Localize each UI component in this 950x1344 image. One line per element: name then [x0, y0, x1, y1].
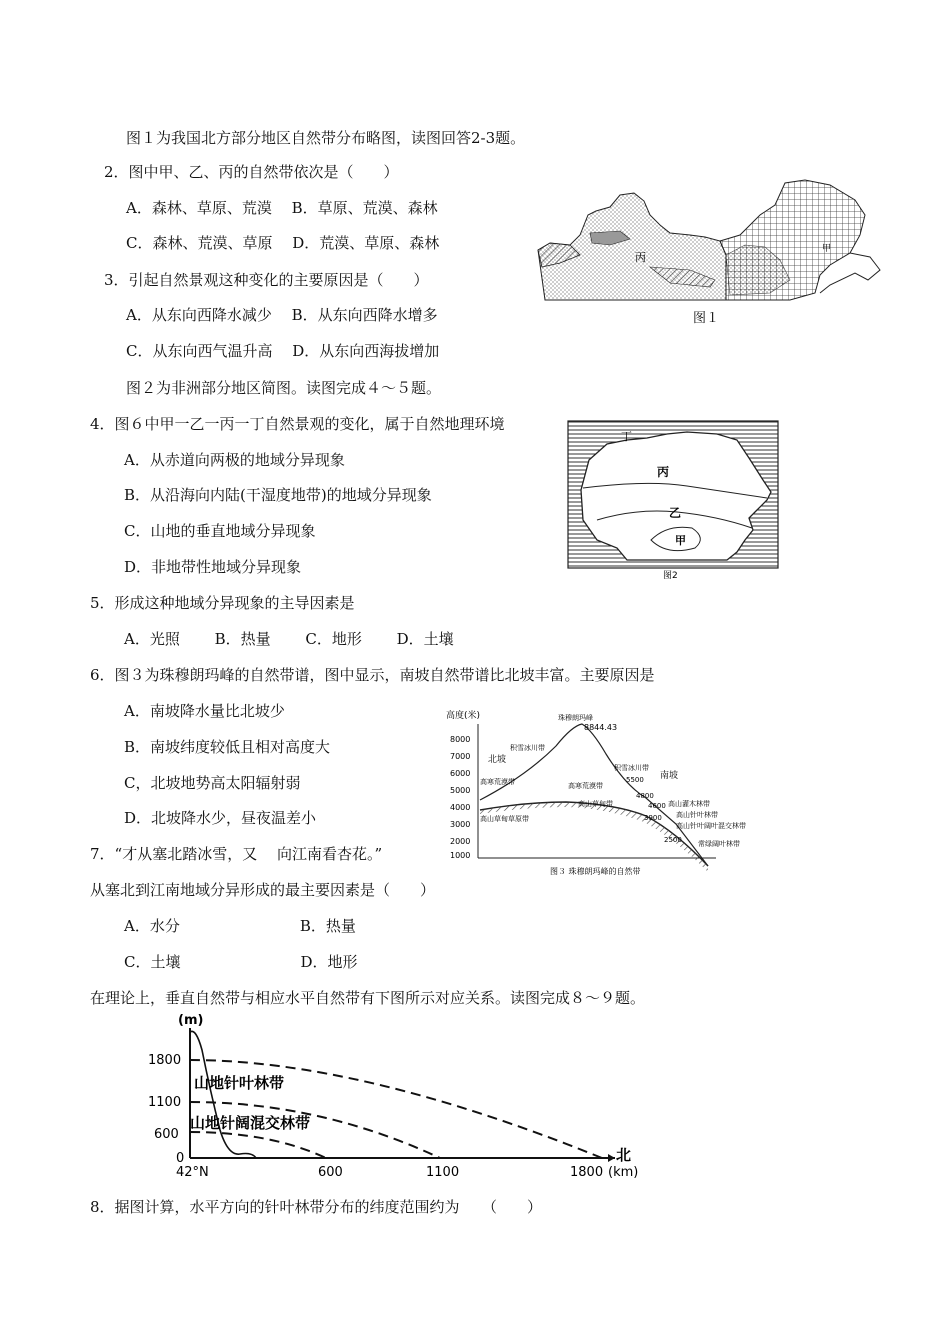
figure-1-map — [530, 175, 885, 305]
q6-option-a[interactable]: A．南坡降水量比北坡少 — [124, 702, 285, 720]
mountain-curve — [190, 1031, 256, 1158]
south-zone-5: 高山针叶林带 — [676, 811, 718, 819]
q6-option-c[interactable]: C，北坡地势高太阳辐射弱 — [124, 774, 301, 792]
ytick-6000: 6000 — [450, 769, 471, 778]
label-ding: 丁 — [621, 430, 632, 443]
intro-fig2: 图２为非洲部分地区简图。读图完成４～５题。 — [126, 379, 442, 397]
q7-options-ab[interactable]: A．水分 B．热量 — [124, 917, 356, 935]
height-4800: 4800 — [636, 792, 654, 800]
south-zone-6: 高山针叶阔叶混交林带 — [676, 822, 746, 830]
height-5500: 5500 — [626, 776, 644, 784]
q2-options-cd[interactable]: C．森林、荒漠、草原 D．荒漠、草原、森林 — [126, 234, 440, 252]
question-5: 5．形成这种地域分异现象的主导因素是 — [90, 594, 355, 612]
north-label: 北 — [616, 1146, 632, 1164]
band-conifer: 山地针叶林带 — [194, 1074, 285, 1092]
south-zone-2: 高寒荒漠带 — [568, 782, 603, 790]
q4-option-c[interactable]: C．山地的垂直地域分异现象 — [124, 522, 316, 540]
q6-option-d[interactable]: D．北坡降水少，昼夜温差小 — [124, 809, 317, 827]
peak-height: 8844.43 — [584, 723, 618, 732]
xtick-1100: 1100 — [426, 1165, 460, 1180]
label-bing: 丙 — [635, 251, 646, 264]
band-mixed: 山地针阔混交林带 — [190, 1114, 311, 1132]
height-4600: 4600 — [648, 802, 666, 810]
ytick-7000: 7000 — [450, 752, 471, 761]
north-zone-1: 积雪冰川带 — [510, 744, 545, 752]
label-jia: 甲 — [675, 534, 686, 547]
y-axis-title: 高度(米) — [446, 711, 481, 721]
ytick-4000: 4000 — [450, 803, 471, 812]
north-slope: 北坡 — [488, 755, 507, 765]
south-zone-3: 高山草甸带 — [578, 800, 613, 808]
ytick-2000: 2000 — [450, 837, 471, 846]
label-jia: 甲 — [822, 244, 832, 254]
figure-2-map — [567, 420, 779, 580]
ytick-3000: 3000 — [450, 820, 471, 829]
q7-options-cd[interactable]: C．土壤 D．地形 — [124, 953, 358, 971]
north-zone-2: 高寒荒漠带 — [480, 778, 515, 786]
y-unit: (m) — [178, 1013, 204, 1028]
ytick-5000: 5000 — [450, 786, 471, 795]
question-7: 7．“才从塞北踏冰雪，又 向江南看杏花。” — [90, 845, 383, 863]
figure-4-chart — [140, 1010, 650, 1180]
q4-option-a[interactable]: A．从赤道向两极的地域分异现象 — [124, 451, 345, 469]
xtick-1800: 1800 — [570, 1165, 604, 1180]
height-2500: 2500 — [664, 836, 682, 844]
question-6: 6．图３为珠穆朗玛峰的自然带谱，图中显示，南坡自然带谱比北坡丰富。主要原因是 — [90, 666, 655, 684]
question-4: 4．图６中甲一乙一丙一丁自然景观的变化，属于自然地理环境 — [90, 415, 505, 433]
south-slope: 南坡 — [660, 771, 679, 781]
label-bing: 丙 — [657, 465, 670, 479]
q6-option-b[interactable]: B．南坡纬度较低且相对高度大 — [124, 738, 331, 756]
ytick-0: 0 — [176, 1151, 185, 1166]
intro-fig4: 在理论上，垂直自然带与相应水平自然带有下图所示对应关系。读图完成８～９题。 — [90, 989, 646, 1007]
question-3: 3．引起自然景观这种变化的主要原因是（ ） — [104, 271, 429, 289]
mountain-base — [480, 802, 708, 866]
intro-fig1: 图１为我国北方部分地区自然带分布略图，读图回答2-3题。 — [126, 129, 526, 147]
q3-options-cd[interactable]: C．从东向西气温升高 D．从东向西海拔增加 — [126, 342, 440, 360]
ytick-1100: 1100 — [148, 1095, 182, 1110]
south-zone-4: 高山灌木林带 — [668, 800, 710, 808]
height-3900: 3900 — [644, 814, 662, 822]
question-2: 2．图中甲、乙、丙的自然带依次是（ ） — [104, 163, 399, 181]
xtick-42n: 42°N — [176, 1165, 209, 1180]
figure-1-caption: 图１ — [693, 311, 720, 326]
boundary-600 — [190, 1132, 326, 1158]
ytick-1800: 1800 — [148, 1053, 182, 1068]
ytick-8000: 8000 — [450, 735, 471, 744]
q5-options[interactable]: A．光照 B．热量 C．地形 D．土壤 — [124, 630, 454, 648]
figure-2-caption: 图2 — [663, 571, 678, 580]
q2-options-ab[interactable]: A．森林、草原、荒漠 B．草原、荒漠、森林 — [126, 199, 438, 217]
north-zone-3: 高山草甸草原带 — [480, 815, 529, 823]
south-zone-7: 常绿阔叶林带 — [698, 840, 740, 848]
ytick-1000: 1000 — [450, 851, 471, 860]
south-zone-1: 积雪冰川带 — [614, 764, 649, 772]
xtick-600: 600 — [318, 1165, 343, 1180]
q4-option-b[interactable]: B．从沿海向内陆(干湿度地带)的地域分异现象 — [124, 486, 432, 504]
peak-name: 珠穆朗玛峰 — [558, 714, 593, 722]
x-unit: (km) — [608, 1165, 639, 1180]
label-yi: 乙 — [669, 506, 682, 520]
figure-3-mountain — [446, 706, 776, 878]
question-8: 8．据图计算，水平方向的针叶林带分布的纬度范围约为 （ ） — [90, 1198, 543, 1216]
question-7-stem: 从塞北到江南地域分异形成的最主要因素是（ ） — [90, 881, 436, 899]
q4-option-d[interactable]: D．非地带性地域分异现象 — [124, 558, 302, 576]
q3-options-ab[interactable]: A．从东向西降水减少 B．从东向西降水增多 — [126, 306, 438, 324]
ytick-600: 600 — [154, 1127, 179, 1142]
figure-3-caption: 图３ 珠穆朗玛峰的自然带 — [550, 867, 641, 876]
